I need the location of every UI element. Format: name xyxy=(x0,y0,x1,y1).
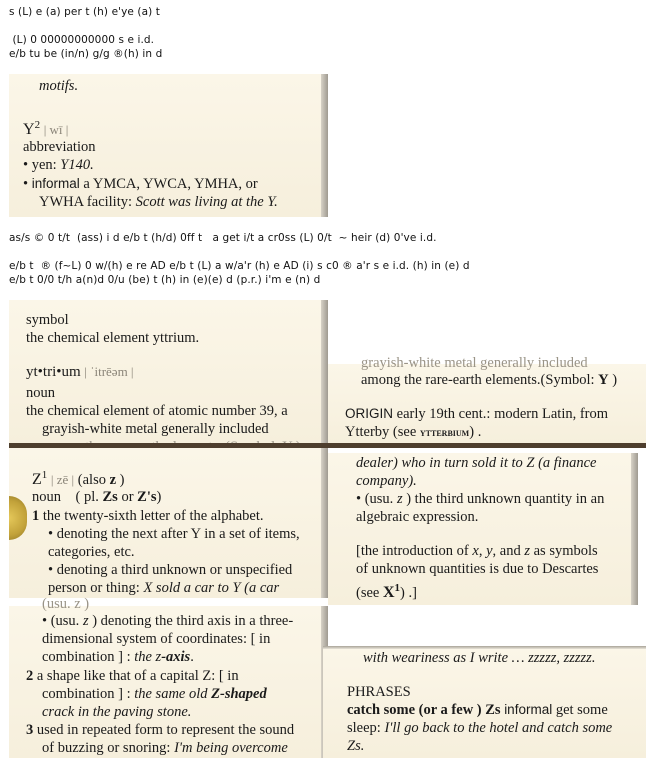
phrase-example-2: Zs. xyxy=(347,738,365,754)
def-line-1: the chemical element of atomic number 39, a xyxy=(26,403,288,419)
sense-3b: of buzzing or snoring: I'm being overcome xyxy=(42,740,288,756)
cut-line: (usu. z ) xyxy=(42,596,90,612)
sub-sense-2b: person or thing: X sold a car to Y (a car xyxy=(48,580,280,596)
sense-yen: • yen: Y140. xyxy=(23,157,94,173)
sense-ymca-cont: YWHA facility: Scott was living at the Y. xyxy=(39,194,278,210)
note-line-1: [the introduction of x, y, and z as symbols xyxy=(356,543,598,559)
panel-scroll-edge xyxy=(321,448,328,598)
page-curl-disc xyxy=(9,496,27,540)
sense-2c: crack in the paving stone. xyxy=(42,704,192,720)
dictionary-panel-phrases xyxy=(323,646,646,758)
note-line-3: (see $X^1$) .] xyxy=(356,582,417,601)
sense-1: 1 the twenty-sixth letter of the alphabet. xyxy=(32,508,264,524)
symbol-def: the chemical element yttrium. xyxy=(26,330,200,346)
example-cont: with weariness as I write … zzzzz, zzzzz. xyxy=(363,650,596,666)
sense-2: 2 a shape like that of a capital Z: [ in xyxy=(26,668,239,684)
garbled-line-5: e/b t ® (f~L) 0 w/(h) e re AD e/b t (L) a w/a'r (h) e AD (i) s c0 ® a'r s e i.d. (h) in (e) d xyxy=(9,260,470,272)
dictionary-panel-z-senses xyxy=(9,596,328,758)
sub-sense-2a: • denoting a third unknown or unspecified xyxy=(48,562,293,578)
example-cont-2: company). xyxy=(356,473,417,489)
sense-algebra: • (usu. z ) the third unknown quantity in an xyxy=(356,491,605,507)
origin-line: ORIGIN early 19th cent.: modern Latin, from xyxy=(345,406,609,422)
dictionary-panel-yttrium xyxy=(9,300,328,444)
panel-scroll-edge xyxy=(321,300,328,444)
sub-sense-1b: categories, etc. xyxy=(48,544,135,560)
garbled-line-2: (L) 0 00000000000 s e i.d. xyxy=(9,34,155,46)
example-cont-1: dealer) who in turn sold it to Z (a finance xyxy=(356,455,597,471)
note-line-2: of unknown quantities is due to Descartes xyxy=(356,561,599,577)
sense-axis-3: combination ] : the z-axis. xyxy=(42,649,194,665)
garbled-line-3: e/b tu be (in/n) g/g ®(h) in d xyxy=(9,48,163,60)
phrase-example: sleep: I'll go back to the hotel and catch some xyxy=(347,720,613,736)
garbled-line-6: e/b t 0/0 t/h a(n)d 0/u (be) t (h) in (e)(e) d (p.r.) i'm e (n) d xyxy=(9,274,321,286)
motifs-text: motifs. xyxy=(39,78,79,94)
def-line-2: grayish-white metal generally included xyxy=(42,421,269,437)
dictionary-panel-y2 xyxy=(9,74,328,217)
pos-plural: noun ( pl. Zs or Z's) xyxy=(32,489,162,505)
sense-algebra-2: algebraic expression. xyxy=(356,509,479,525)
sense-axis-2: dimensional system of coordinates: [ in xyxy=(42,631,271,647)
dictionary-panel-z1 xyxy=(9,448,328,598)
symbol-label: symbol xyxy=(26,312,69,328)
garbled-line-4: as/s © 0 t/t (ass) i d e/b t (h/d) 0ff t a get i/t a cr0ss (L) 0/t ~ heir (d) 0've i.d. xyxy=(9,232,437,244)
sense-3: 3 used in repeated form to represent the sound xyxy=(26,722,295,738)
garbled-line-1: s (L) e (a) per t (h) e'ye (a) t xyxy=(9,6,161,18)
pos-label: abbreviation xyxy=(23,139,96,155)
sub-sense-1a: • denoting the next after Y in a set of items, xyxy=(48,526,300,542)
sense-axis: • (usu. z ) denoting the third axis in a three- xyxy=(42,613,294,629)
origin-symbol-line: among the rare-earth elements.(Symbol: Y ) xyxy=(361,372,618,388)
headword-yttrium: yt•tri•um | ˈitrēəm | xyxy=(26,364,134,380)
dictionary-panel-z-cont xyxy=(328,453,638,605)
phrase-catch-some-zs: catch some (or a few ) Zs informal get some xyxy=(347,702,608,718)
panel-scroll-edge xyxy=(631,453,638,605)
phrases-heading: PHRASES xyxy=(347,684,411,700)
sense-ymca: • informal a YMCA, YWCA, YMHA, or xyxy=(23,176,258,192)
panel-scroll-edge xyxy=(321,74,328,217)
headword-y2: $Y^2$ | wī | xyxy=(23,119,69,138)
sense-2b: combination ] : the same old Z-shaped xyxy=(42,686,267,702)
headword-z1: $Z^1$ | zē | (also z ) xyxy=(32,469,125,488)
pos-noun: noun xyxy=(26,385,55,401)
dictionary-panel-origin xyxy=(328,355,646,444)
origin-line-2: Ytterby (see ytterbium) . xyxy=(345,424,482,440)
cut-line: grayish-white metal generally included xyxy=(361,355,588,371)
